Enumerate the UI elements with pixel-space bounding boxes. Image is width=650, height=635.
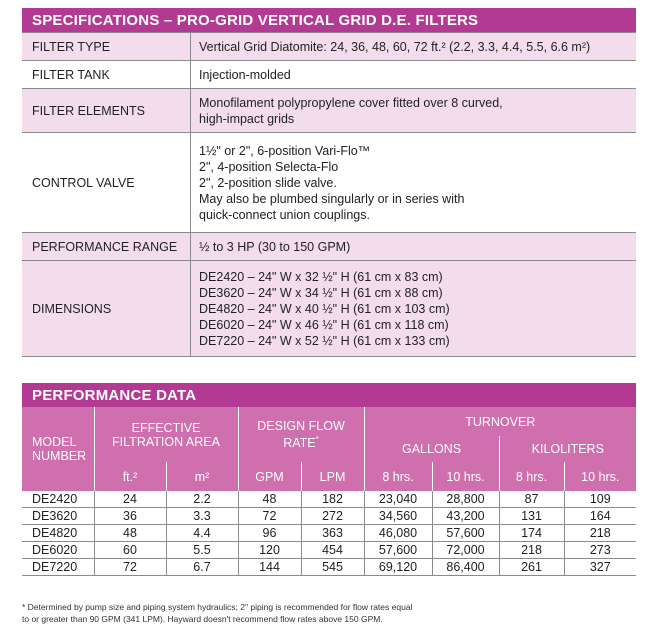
data-cell: 144 <box>238 559 301 576</box>
spec-row-performance-range <box>22 233 636 261</box>
spec-value: Monofilament polypropylene cover fitted over 8 curved, high-impact grids <box>191 89 637 133</box>
spec-value: Injection-molded <box>191 61 637 89</box>
data-cell: 218 <box>499 542 564 559</box>
data-cell: 48 <box>94 525 166 542</box>
unit-header: m² <box>166 462 238 491</box>
spec-value: 1½" or 2", 6-position Vari-Flo™ 2", 4-position Selecta-Flo 2", 2-position slide valve. May also be plumbed singularly or in series with quick-connect union couplings. <box>191 133 637 233</box>
filtration-area-header: EFFECTIVE FILTRATION AREA <box>94 407 238 462</box>
model-cell: DE7220 <box>22 559 94 576</box>
footnote: * Determined by pump size and piping system hydraulics; 2" piping is recommended for flow rates equal to or greater than 90 GPM (341 LPM). Hayward doesn't recommend flow rates above 150 GPM. <box>22 602 413 624</box>
data-cell: 46,080 <box>364 525 432 542</box>
data-cell: 109 <box>564 491 636 508</box>
table-row <box>22 542 636 559</box>
spec-value: DE2420 – 24" W x 32 ½" H (61 cm x 83 cm) DE3620 – 24" W x 34 ½" H (61 cm x 88 cm) DE4820 – 24" W x 40 ½" H (61 cm x 103 cm) DE6020 – 24" W x 46 ½" H (61 cm x 118 cm) DE7220 – 24" W x 52 ½" H (61 cm x 133 cm) <box>191 261 637 357</box>
spec-value: ½ to 3 HP (30 to 150 GPM) <box>191 233 637 261</box>
data-cell: 23,040 <box>364 491 432 508</box>
data-cell: 261 <box>499 559 564 576</box>
model-number-header: MODEL NUMBER <box>22 407 94 491</box>
spec-label: FILTER ELEMENTS <box>22 89 191 133</box>
specifications-title: SPECIFICATIONS – PRO-GRID VERTICAL GRID D.E. FILTERS <box>22 8 636 32</box>
table-row <box>22 525 636 542</box>
data-cell: 182 <box>301 491 364 508</box>
spec-label: CONTROL VALVE <box>22 133 191 233</box>
spec-row-filter-elements <box>22 89 636 133</box>
model-cell: DE6020 <box>22 542 94 559</box>
data-cell: 72,000 <box>432 542 499 559</box>
data-cell: 69,120 <box>364 559 432 576</box>
data-cell: 48 <box>238 491 301 508</box>
unit-header: LPM <box>301 462 364 491</box>
unit-header: 8 hrs. <box>364 462 432 491</box>
data-cell: 545 <box>301 559 364 576</box>
data-cell: 164 <box>564 508 636 525</box>
data-cell: 120 <box>238 542 301 559</box>
table-row <box>22 491 636 508</box>
data-cell: 24 <box>94 491 166 508</box>
unit-header: GPM <box>238 462 301 491</box>
data-cell: 174 <box>499 525 564 542</box>
turnover-header: TURNOVER <box>364 407 636 436</box>
spec-label: PERFORMANCE RANGE <box>22 233 191 261</box>
data-cell: 273 <box>564 542 636 559</box>
unit-header: ft.² <box>94 462 166 491</box>
spec-row-filter-type <box>22 33 636 61</box>
data-cell: 72 <box>94 559 166 576</box>
performance-table <box>22 407 636 576</box>
data-cell: 57,600 <box>364 542 432 559</box>
data-cell: 218 <box>564 525 636 542</box>
data-cell: 363 <box>301 525 364 542</box>
data-cell: 60 <box>94 542 166 559</box>
gallons-header: GALLONS <box>364 436 499 462</box>
data-cell: 86,400 <box>432 559 499 576</box>
performance-title: PERFORMANCE DATA <box>22 383 636 407</box>
spec-row-filter-tank <box>22 61 636 89</box>
model-cell: DE4820 <box>22 525 94 542</box>
performance-rows <box>22 491 636 576</box>
model-cell: DE2420 <box>22 491 94 508</box>
data-cell: 34,560 <box>364 508 432 525</box>
spec-row-dimensions <box>22 261 636 357</box>
table-row <box>22 508 636 525</box>
unit-header: 10 hrs. <box>432 462 499 491</box>
data-cell: 2.2 <box>166 491 238 508</box>
data-cell: 28,800 <box>432 491 499 508</box>
spec-label: DIMENSIONS <box>22 261 191 357</box>
data-cell: 327 <box>564 559 636 576</box>
data-cell: 87 <box>499 491 564 508</box>
data-cell: 4.4 <box>166 525 238 542</box>
data-cell: 131 <box>499 508 564 525</box>
unit-header: 8 hrs. <box>499 462 564 491</box>
spec-value: Vertical Grid Diatomite: 24, 36, 48, 60, 72 ft.² (2.2, 3.3, 4.4, 5.5, 6.6 m²) <box>191 33 637 61</box>
data-cell: 272 <box>301 508 364 525</box>
unit-header: 10 hrs. <box>564 462 636 491</box>
data-cell: 454 <box>301 542 364 559</box>
data-cell: 96 <box>238 525 301 542</box>
flow-rate-header: DESIGN FLOW RATE* <box>238 407 364 462</box>
data-cell: 57,600 <box>432 525 499 542</box>
data-cell: 36 <box>94 508 166 525</box>
spec-label: FILTER TYPE <box>22 33 191 61</box>
spec-label: FILTER TANK <box>22 61 191 89</box>
data-cell: 5.5 <box>166 542 238 559</box>
table-row <box>22 559 636 576</box>
data-cell: 3.3 <box>166 508 238 525</box>
kiloliters-header: KILOLITERS <box>499 436 636 462</box>
data-cell: 6.7 <box>166 559 238 576</box>
model-cell: DE3620 <box>22 508 94 525</box>
specifications-table <box>22 32 636 357</box>
data-cell: 43,200 <box>432 508 499 525</box>
spec-row-control-valve <box>22 133 636 233</box>
data-cell: 72 <box>238 508 301 525</box>
